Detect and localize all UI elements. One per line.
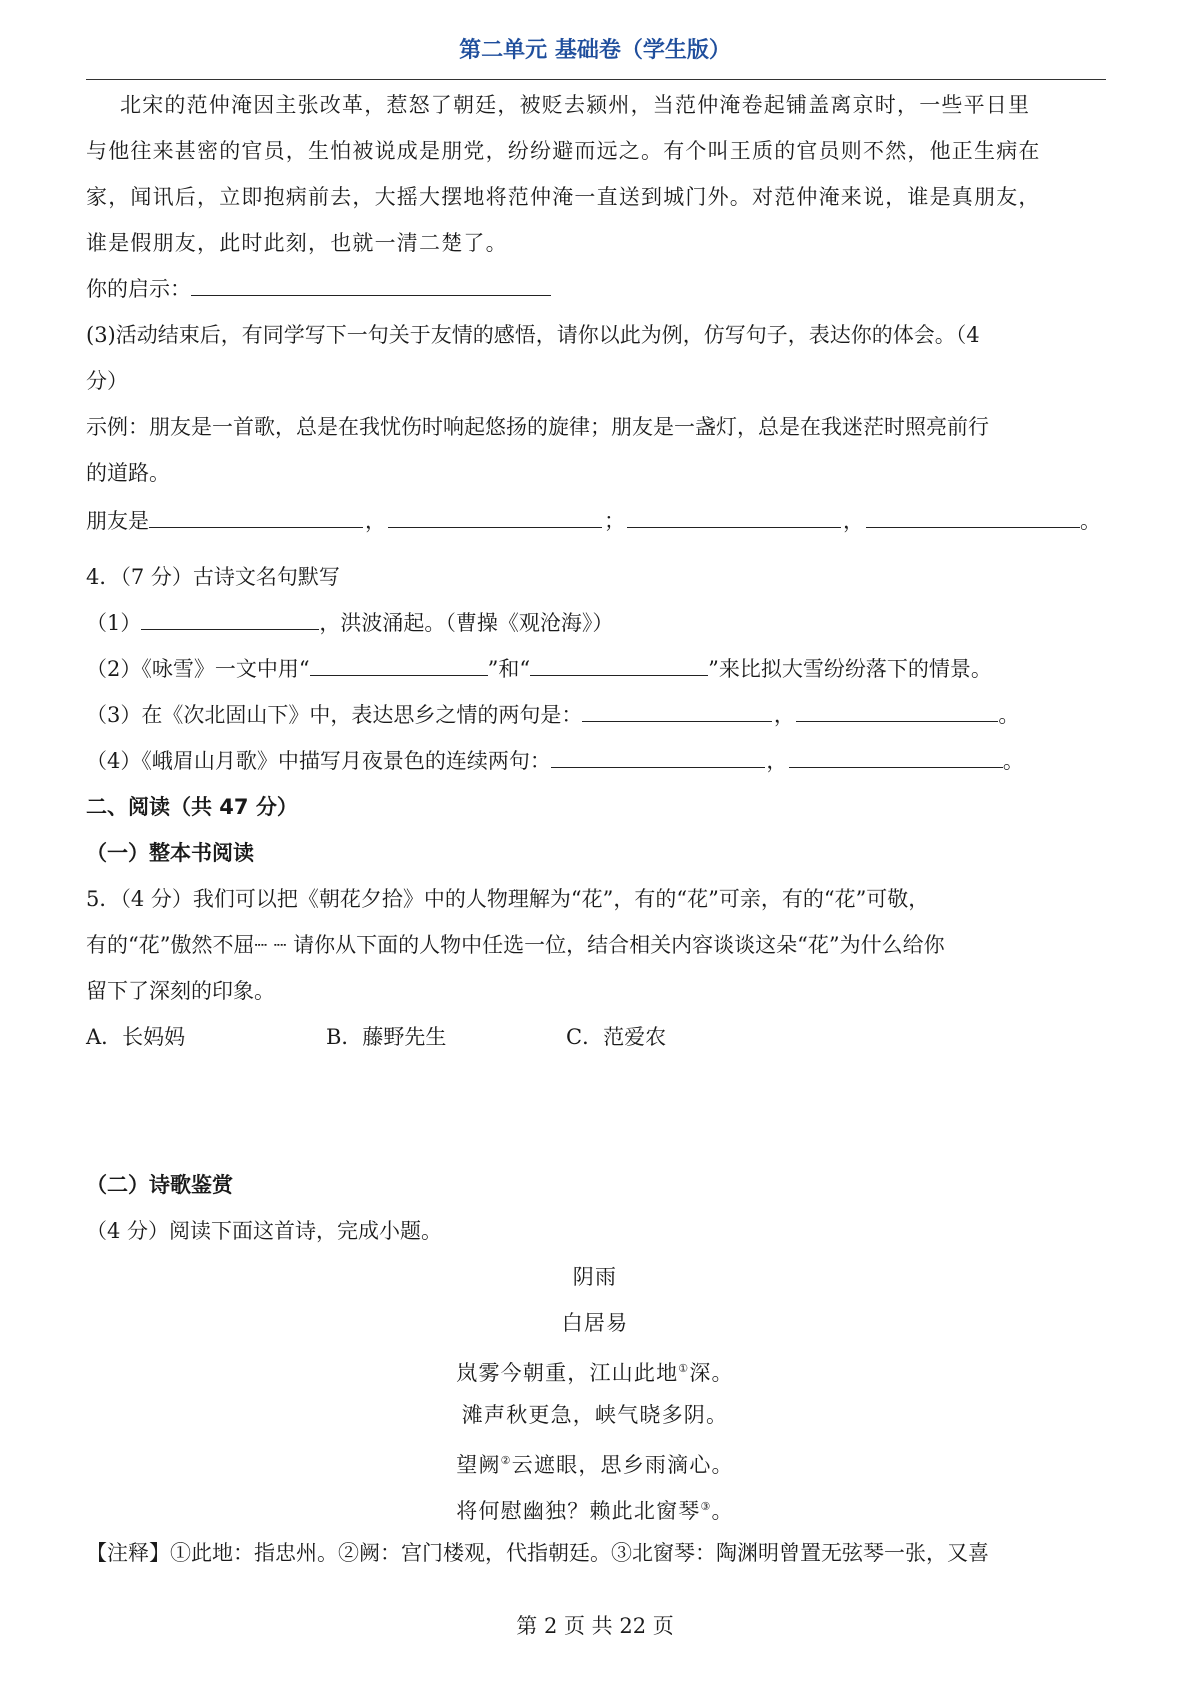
q4-item-4 [86, 746, 1024, 776]
poem-line-3-b: 云遮眼，思乡雨滴心。 [511, 1453, 734, 1477]
q3-period: 。 [1080, 509, 1101, 533]
q4-item-1-blank[interactable] [141, 609, 319, 630]
q4-item-2-blank-2[interactable] [530, 655, 708, 676]
q5-choice-b[interactable]: B．藤野先生 [326, 1025, 447, 1049]
poetry-heading: （二）诗歌鉴赏 [86, 1173, 233, 1197]
q4-item-1 [86, 608, 613, 638]
q4-item-4-comma: ， [766, 749, 788, 773]
poem-line-1-a: 岚雾今朝重，江山此地 [456, 1361, 679, 1385]
q3-example-1: 示例：朋友是一首歌，总是在我忧伤时响起悠扬的旋律；朋友是一盏灯，总是在我迷茫时照亮前行 [86, 415, 989, 439]
q3-blank-2[interactable] [388, 507, 602, 528]
section-2-sub-1: （一）整本书阅读 [86, 841, 254, 865]
q4-item-1-prefix: （1） [86, 611, 142, 635]
q5-choices [86, 1022, 666, 1052]
q4-item-4-blank-1[interactable] [551, 747, 765, 768]
story-line-1: 北宋的范仲淹因主张改革，惹怒了朝廷，被贬去颍州，当范仲淹卷起铺盖离京时，一些平日里 [120, 93, 1031, 117]
page-title: 第二单元 基础卷（学生版） [459, 38, 731, 63]
note-marker-3: ③ [700, 1500, 712, 1513]
q5-line-3: 留下了深刻的印象。 [86, 979, 275, 1003]
q4-heading: 4．（7 分）古诗文名句默写 [86, 565, 340, 589]
note-marker-1: ① [678, 1362, 690, 1375]
enlightenment-row [86, 274, 551, 304]
q3-example-2: 的道路。 [86, 461, 170, 485]
poem-line-1 [0, 1354, 1190, 1388]
enlightenment-blank[interactable] [191, 275, 551, 296]
poem-line-3-a: 望阙 [456, 1453, 501, 1477]
poem-line-3 [0, 1446, 1190, 1480]
q4-item-4-prefix: （4）《峨眉山月歌》中描写月夜景色的连续两句： [86, 749, 551, 773]
q5-line-1: 5．（4 分）我们可以把《朝花夕拾》中的人物理解为“花”，有的“花”可亲，有的“花”可敬， [86, 887, 930, 911]
q4-item-4-period: 。 [1002, 749, 1024, 773]
story-line-2: 与他往来甚密的官员，生怕被说成是朋党，纷纷避而远之。有个叫王质的官员则不然，他正生病在 [86, 139, 1041, 163]
q4-item-4-blank-2[interactable] [789, 747, 1003, 768]
q5-line-2: 有的“花”傲然不屈┈ ┈ 请你从下面的人物中任选一位，结合相关内容谈谈这朵“花”为什么给你 [86, 933, 945, 957]
q3-blank-3[interactable] [627, 507, 841, 528]
q4-item-2-prefix: （2）《咏雪》一文中用“ [86, 657, 310, 681]
q3-line-2: 分） [86, 369, 128, 393]
q3-comma-1: ， [365, 509, 386, 533]
q4-item-3-prefix: （3）在《次北固山下》中，表达思乡之情的两句是： [86, 703, 583, 727]
q4-item-3-period: 。 [998, 703, 1020, 727]
story-line-4: 谁是假朋友，此时此刻，也就一清二楚了。 [86, 231, 508, 255]
poetry-intro: （4 分）阅读下面这首诗，完成小题。 [86, 1219, 443, 1243]
poem-notes: 【注释】①此地：指忠州。②阙：宫门楼观，代指朝廷。③北窗琴：陶渊明曾置无弦琴一张，又喜 [86, 1541, 989, 1565]
q3-answer-prefix: 朋友是 [86, 509, 149, 533]
page-number: 第 2 页 共 22 页 [516, 1614, 674, 1638]
enlightenment-label: 你的启示： [86, 277, 191, 301]
poem-line-1-b: 深。 [689, 1361, 734, 1385]
q4-item-2-blank-1[interactable] [310, 655, 488, 676]
q4-item-3 [86, 700, 1019, 730]
q4-item-2-suffix: ”来比拟大雪纷纷落下的情景。 [708, 657, 992, 681]
poem-line-2: 滩声秋更急，峡气晓多阴。 [461, 1403, 729, 1427]
poem-title: 阴雨 [572, 1265, 618, 1289]
q3-line-1: (3)活动结束后，有同学写下一句关于友情的感悟，请你以此为例，仿写句子，表达你的体会。（4 [86, 323, 980, 347]
q3-blank-4[interactable] [866, 507, 1080, 528]
q4-item-1-suffix: ，洪波涌起。（曹操《观沧海》） [319, 611, 614, 635]
story-line-3: 家，闻讯后，立即抱病前去，大摇大摆地将范仲淹一直送到城门外。对范仲淹来说，谁是真朋友， [86, 185, 1041, 209]
q4-item-3-blank-2[interactable] [796, 701, 998, 722]
q3-semicolon: ； [604, 509, 625, 533]
header-divider [86, 79, 1106, 80]
q4-item-3-blank-1[interactable] [582, 701, 772, 722]
poem-author: 白居易 [561, 1311, 629, 1335]
q3-comma-2: ， [843, 509, 864, 533]
poem-line-4-b: 。 [711, 1499, 734, 1523]
q5-choice-c[interactable]: C．范爱农 [566, 1025, 667, 1049]
note-marker-2: ② [500, 1454, 512, 1467]
q3-blank-1[interactable] [149, 507, 363, 528]
q4-item-2 [86, 654, 992, 684]
section-2-heading: 二、阅读（共 47 分） [86, 795, 298, 819]
poem-line-4 [0, 1492, 1190, 1526]
q4-item-2-mid: ”和“ [487, 657, 531, 681]
q4-item-3-comma: ， [773, 703, 795, 727]
poem-line-4-a: 将何慰幽独？赖此北窗琴 [456, 1499, 701, 1523]
q3-answer-row [86, 506, 1101, 536]
q5-choice-a[interactable]: A．长妈妈 [86, 1025, 186, 1049]
